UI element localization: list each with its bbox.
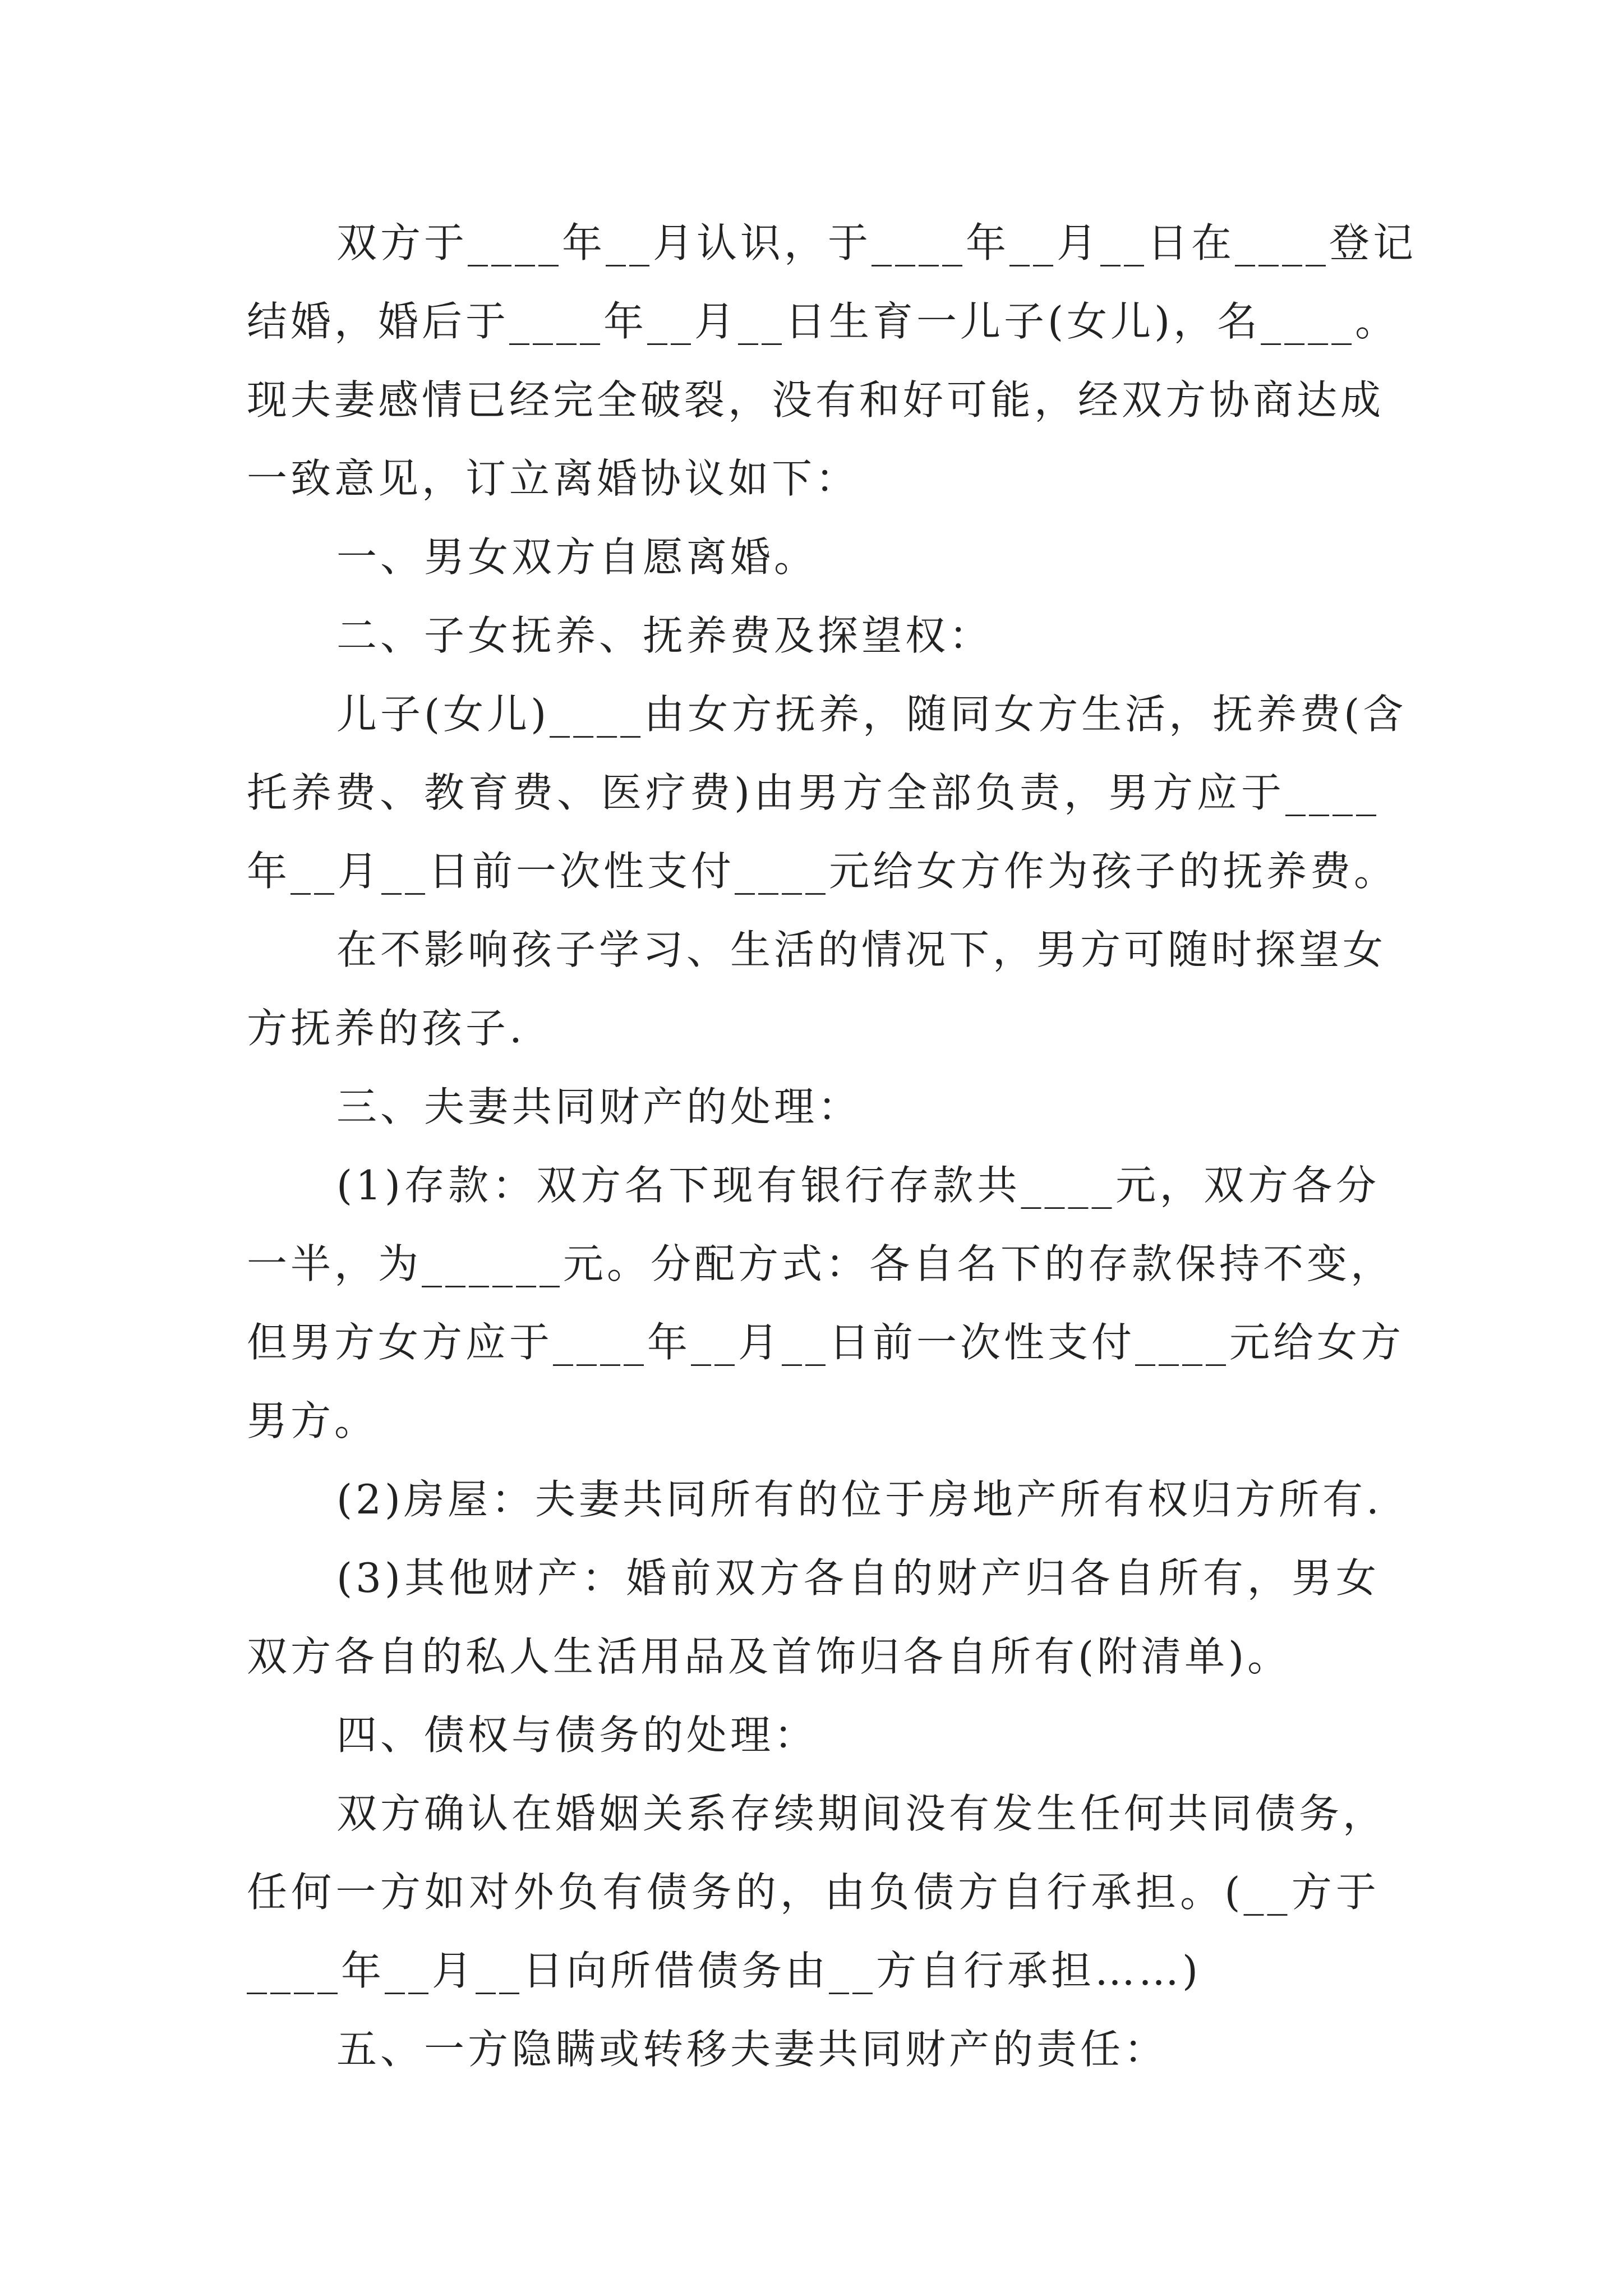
paragraph-line: 双方确认在婚姻关系存续期间没有发生任何共同债务，	[336, 1790, 1387, 1837]
paragraph-line: 儿子(女儿)____由女方抚养，随同女方生活，抚养费(含	[336, 691, 1407, 738]
paragraph-line: 双方各自的私人生活用品及首饰归各自所有(附清单)。	[247, 1633, 1292, 1680]
section-heading-5: 五、一方隐瞒或转移夫妻共同财产的责任：	[336, 2026, 1168, 2073]
paragraph-line: 一致意见，订立离婚协议如下：	[247, 455, 860, 502]
section-heading-1: 一、男女双方自愿离婚。	[336, 533, 818, 581]
paragraph-line: 现夫妻感情已经完全破裂，没有和好可能，经双方协商达成	[247, 376, 1385, 424]
paragraph-line: (2)房屋：夫妻共同所有的位于房地产所有权归方所有.	[336, 1476, 1382, 1523]
paragraph-line: 年__月__日前一次性支付____元给女方作为孩子的抚养费。	[247, 848, 1398, 895]
paragraph-line: 结婚，婚后于____年__月__日生育一儿子(女儿)，名____。	[247, 298, 1399, 345]
paragraph-line: 一半，为______元。分配方式：各自名下的存款保持不变，	[247, 1240, 1395, 1287]
paragraph-line: 但男方女方应于____年__月__日前一次性支付____元给女方	[247, 1319, 1405, 1366]
paragraph-line: (3)其他财产：婚前双方各自的财产归各自所有，男女	[336, 1554, 1380, 1602]
section-heading-3: 三、夫妻共同财产的处理：	[336, 1083, 862, 1130]
section-heading-2: 二、子女抚养、抚养费及探望权：	[336, 612, 993, 659]
paragraph-line: 方抚养的孩子.	[247, 1005, 525, 1052]
paragraph-line: 托养费、教育费、医疗费)由男方全部负责，男方应于____	[247, 769, 1380, 816]
section-heading-4: 四、债权与债务的处理：	[336, 1711, 818, 1759]
paragraph-line: 男方。	[247, 1397, 379, 1444]
paragraph-line: 任何一方如对外负有债务的，由负债方自行承担。(__方于	[247, 1869, 1380, 1916]
paragraph-line: ____年__月__日向所借债务由__方自行承担……)	[247, 1947, 1202, 1994]
paragraph-line: 在不影响孩子学习、生活的情况下，男方可随时探望女	[336, 926, 1387, 973]
paragraph-line: 双方于____年__月认识，于____年__月__日在____登记	[336, 219, 1417, 266]
paragraph-line: (1)存款：双方名下现有银行存款共____元，双方各分	[336, 1162, 1380, 1209]
